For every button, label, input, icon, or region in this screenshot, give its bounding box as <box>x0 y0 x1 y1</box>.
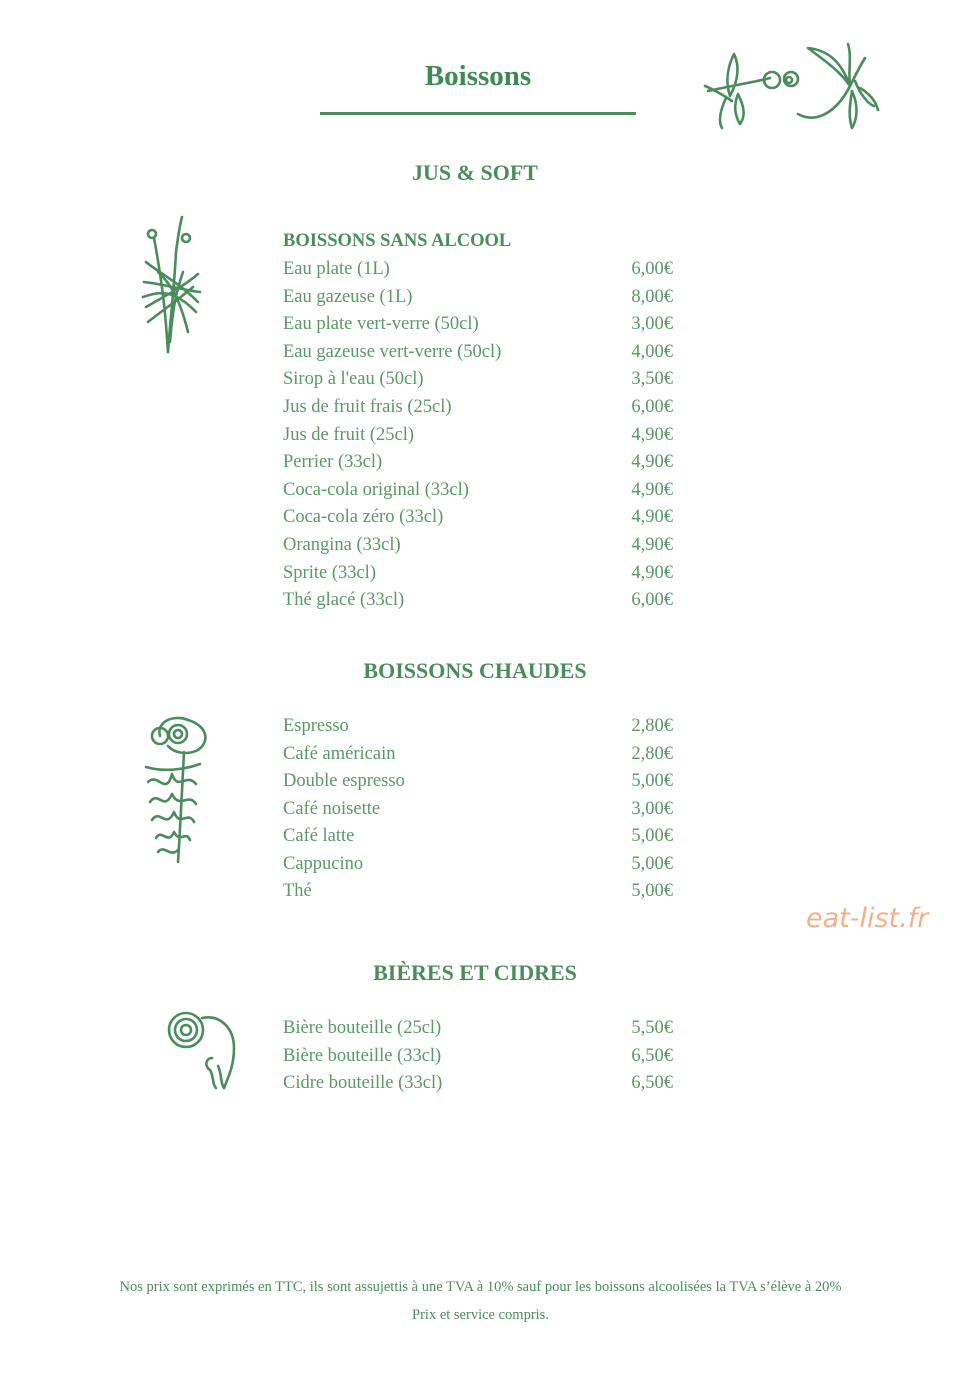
item-name: Coca-cola original (33cl) <box>283 479 469 500</box>
list-item <box>283 590 673 617</box>
list-item <box>283 480 673 507</box>
item-name: Perrier (33cl) <box>283 452 383 473</box>
list-item <box>283 507 673 534</box>
footer-vat-note: Nos prix sont exprimés en TTC, ils sont assujettis à une TVA à 10% sauf pour les boissons alcoolisées la TVA s’élève à 20% <box>119 1279 842 1295</box>
watermark-text: eat-list.fr <box>806 903 929 934</box>
item-price: 6,50€ <box>631 1073 673 1093</box>
list-item <box>283 259 673 286</box>
item-price: 6,50€ <box>631 1045 673 1066</box>
item-name: Eau plate (1L) <box>283 259 390 279</box>
list-item <box>283 1073 673 1100</box>
list-item <box>283 771 673 798</box>
item-price: 4,90€ <box>631 424 673 445</box>
item-name: Eau plate vert-verre (50cl) <box>283 314 479 335</box>
item-name: Bière bouteille (25cl) <box>283 1018 442 1038</box>
item-price: 8,00€ <box>631 286 673 307</box>
list-item <box>283 716 673 743</box>
list-item <box>283 425 673 452</box>
list-item <box>283 799 673 826</box>
item-name: Sirop à l'eau (50cl) <box>283 369 424 390</box>
list-item <box>283 826 673 853</box>
section-heading-bieres: BIÈRES ET CIDRES <box>373 960 577 985</box>
item-price: 2,80€ <box>631 716 673 736</box>
item-price: 6,00€ <box>631 397 673 417</box>
olive-branch-icon <box>700 36 880 136</box>
item-price: 4,90€ <box>631 507 673 528</box>
list-item <box>283 369 673 396</box>
item-name: Café américain <box>283 743 396 764</box>
item-name: Eau gazeuse vert-verre (50cl) <box>283 341 502 362</box>
footer-service-note: Prix et service compris. <box>412 1307 549 1323</box>
item-name: Café latte <box>283 826 355 846</box>
item-price: 3,50€ <box>631 369 673 390</box>
item-price: 6,00€ <box>631 590 673 611</box>
item-price: 4,00€ <box>631 341 673 362</box>
page-title: Boissons <box>424 60 532 92</box>
list-item <box>283 535 673 562</box>
title-divider <box>320 112 636 115</box>
item-name: Espresso <box>283 716 349 736</box>
list-item <box>283 397 673 424</box>
item-price: 6,00€ <box>631 259 673 279</box>
item-name: Double espresso <box>283 771 405 791</box>
item-name: Cidre bouteille (33cl) <box>283 1073 443 1093</box>
item-price: 4,90€ <box>631 452 673 473</box>
subsection-heading-sans-alcool: BOISSONS SANS ALCOOL <box>283 231 512 251</box>
list-item <box>283 881 673 908</box>
herb-sprig-icon <box>138 212 208 362</box>
list-item <box>283 1018 673 1045</box>
list-item <box>283 1046 673 1073</box>
item-name: Jus de fruit (25cl) <box>283 424 415 445</box>
item-name: Thé <box>283 881 312 901</box>
item-name: Eau gazeuse (1L) <box>283 286 413 307</box>
list-item <box>283 342 673 369</box>
section-heading-chaudes: BOISSONS CHAUDES <box>363 658 587 683</box>
item-price: 3,00€ <box>631 314 673 335</box>
fern-flower-icon <box>138 712 218 870</box>
item-price: 4,90€ <box>631 562 673 583</box>
list-item <box>283 452 673 479</box>
item-name: Jus de fruit frais (25cl) <box>283 397 452 417</box>
list-item <box>283 854 673 881</box>
item-price: 5,50€ <box>631 1018 673 1038</box>
item-name: Bière bouteille (33cl) <box>283 1045 442 1066</box>
item-name: Café noisette <box>283 798 381 819</box>
list-item <box>283 563 673 590</box>
item-name: Thé glacé (33cl) <box>283 590 405 611</box>
section-heading-jus-soft: JUS & SOFT <box>412 160 538 185</box>
item-price: 2,80€ <box>631 743 673 764</box>
item-name: Orangina (33cl) <box>283 535 401 555</box>
fiddlehead-icon <box>162 1008 242 1094</box>
item-price: 3,00€ <box>631 798 673 819</box>
item-price: 5,00€ <box>631 881 673 901</box>
list-item <box>283 744 673 771</box>
item-price: 5,00€ <box>631 826 673 846</box>
item-price: 5,00€ <box>631 771 673 791</box>
item-price: 4,90€ <box>631 535 673 555</box>
item-name: Cappucino <box>283 853 364 874</box>
item-price: 4,90€ <box>631 479 673 500</box>
item-price: 5,00€ <box>631 853 673 874</box>
list-item <box>283 287 673 314</box>
item-name: Coca-cola zéro (33cl) <box>283 507 444 528</box>
list-item <box>283 314 673 341</box>
item-name: Sprite (33cl) <box>283 562 376 583</box>
